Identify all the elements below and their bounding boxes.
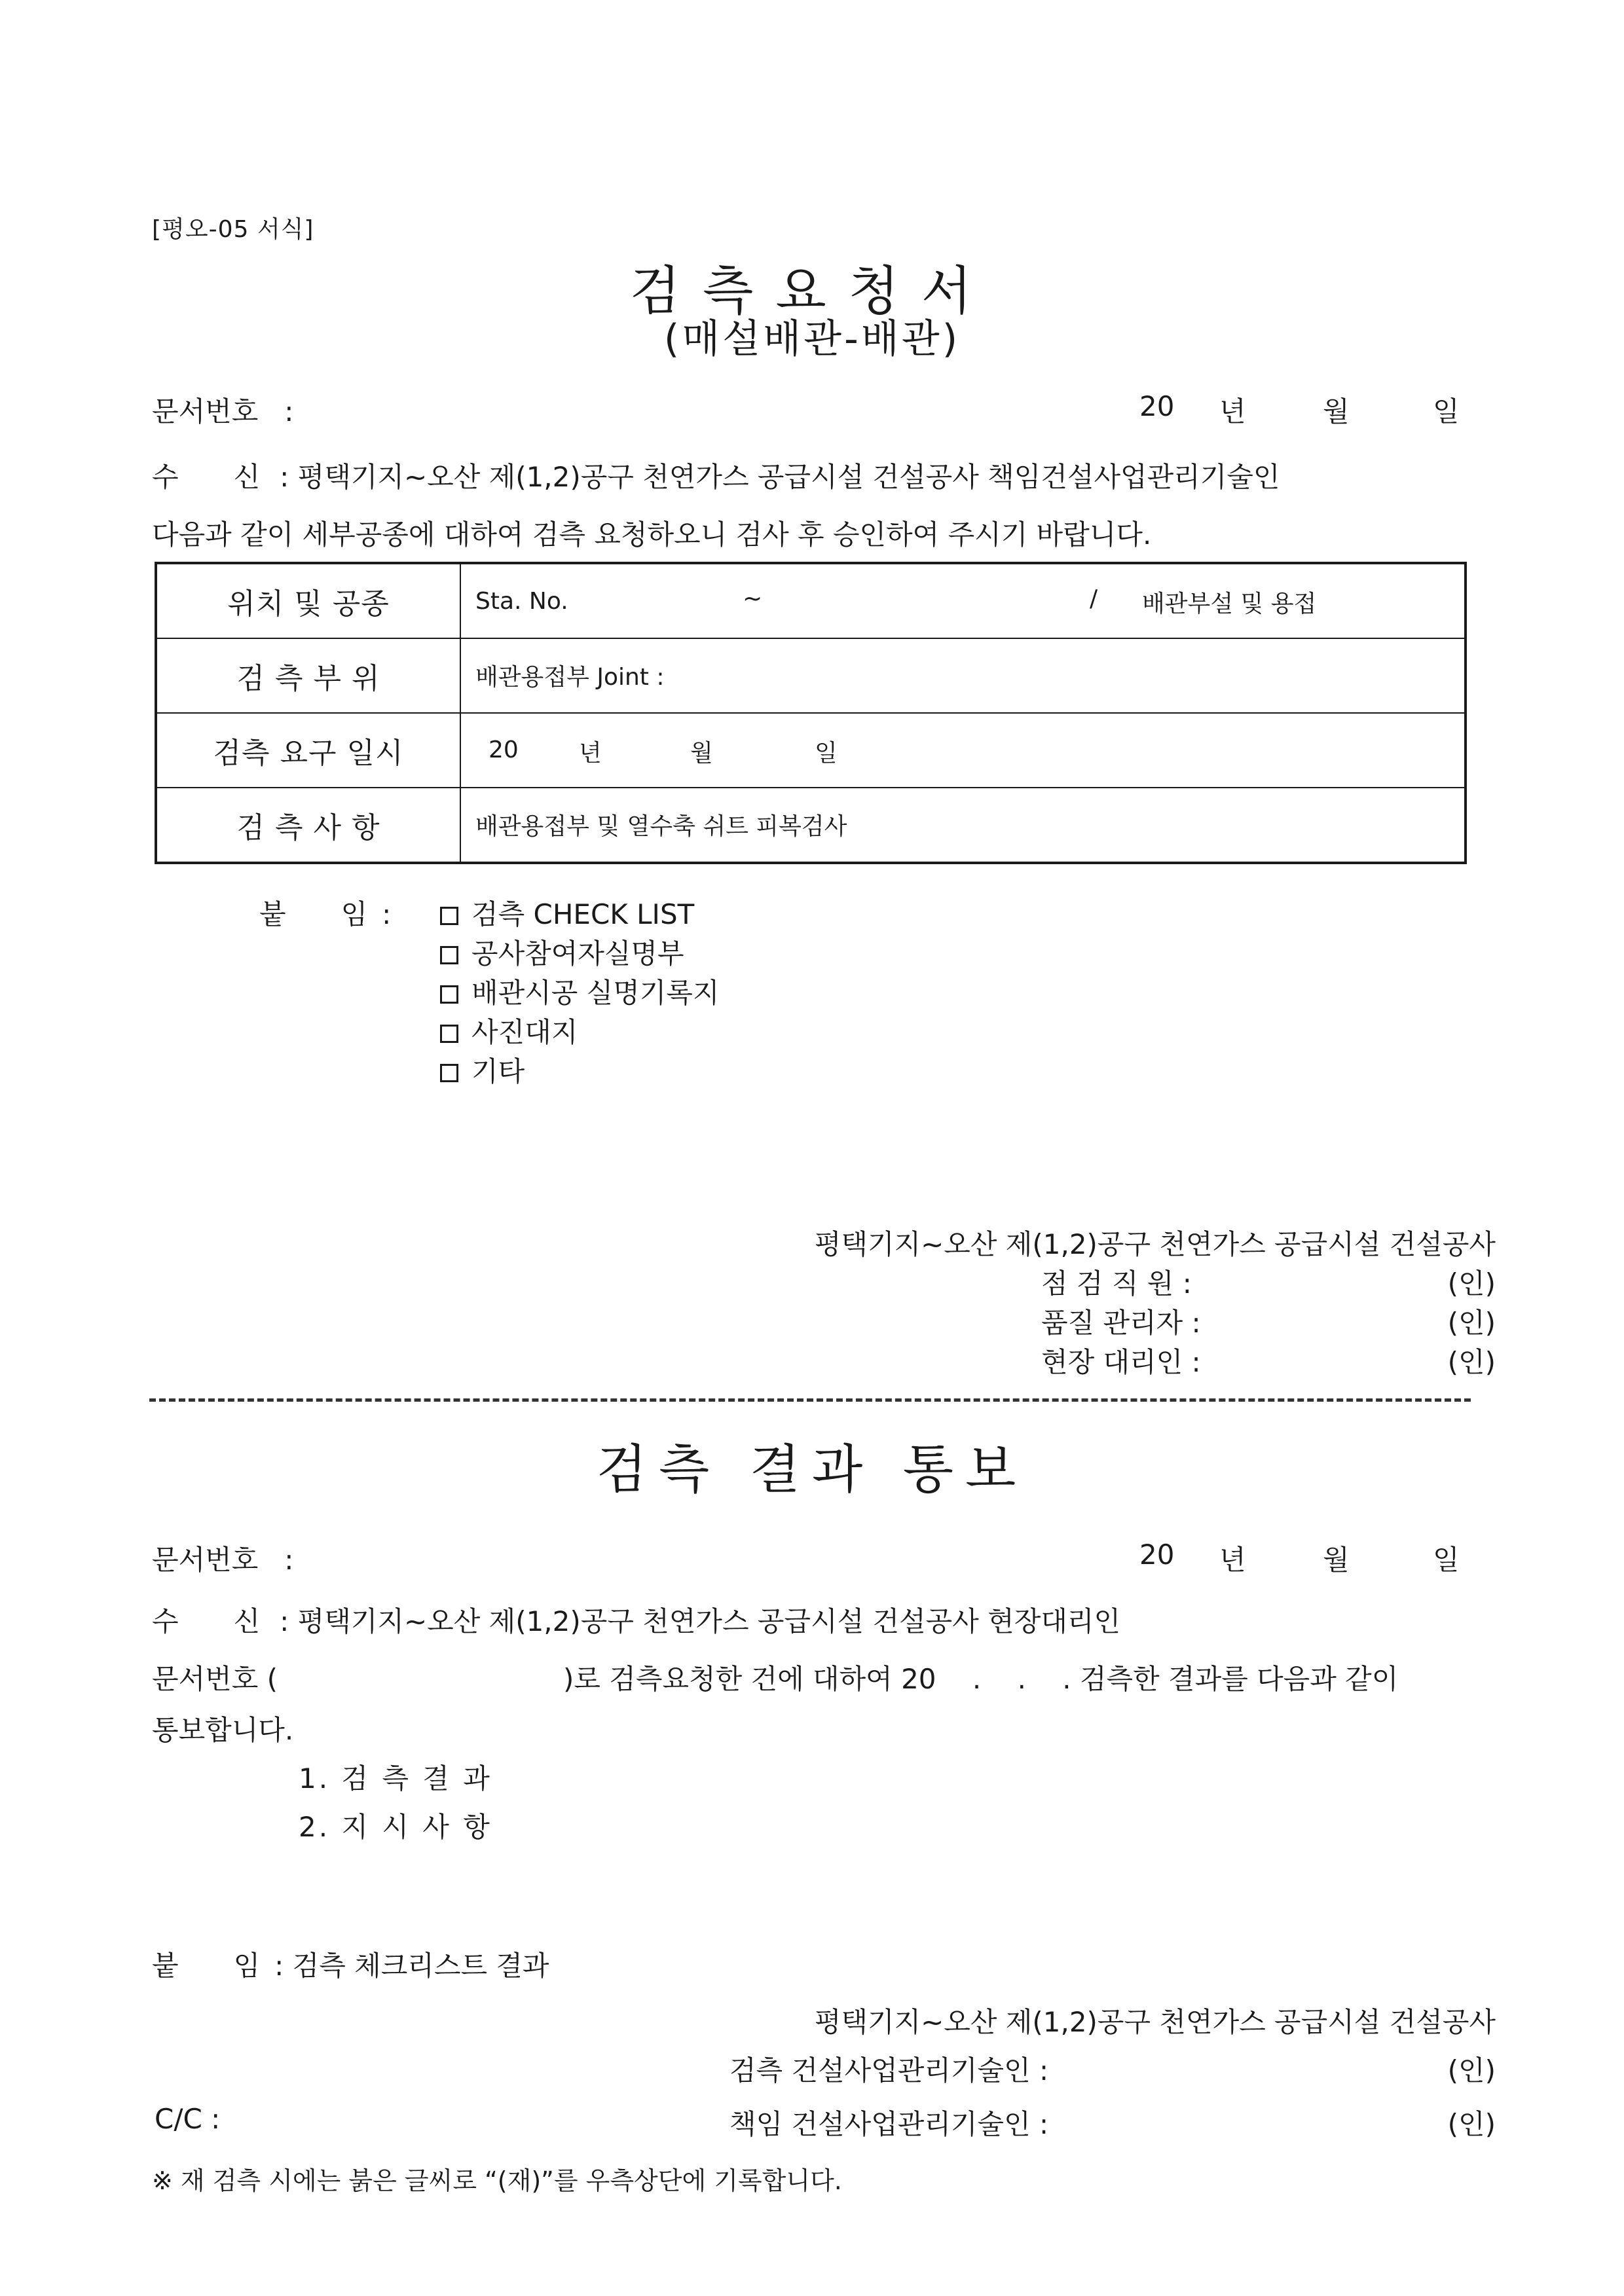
signer-role: 책임 건설사업관리기술인 : xyxy=(729,2108,1049,2140)
checkbox-icon[interactable] xyxy=(440,985,458,1004)
result-item: 1. 검 측 결 과 xyxy=(299,1762,492,1795)
cc-label: C/C : xyxy=(155,2103,221,2135)
table-row xyxy=(156,713,1466,788)
result-attach: 붙 임 : 검측 체크리스트 결과 xyxy=(152,1950,549,1982)
inspection-table xyxy=(155,562,1467,864)
checkbox-icon[interactable] xyxy=(440,1064,458,1082)
seal-mark: (인) xyxy=(1447,1346,1496,1378)
table-row xyxy=(156,788,1466,863)
table-row xyxy=(156,563,1466,638)
signer-role: 점 검 직 원 : xyxy=(1041,1267,1192,1300)
items-value[interactable]: 배관용접부 및 열수축 쉬트 피복검사 xyxy=(460,788,1466,863)
checkbox-icon[interactable] xyxy=(440,1025,458,1043)
request-org: 평택기지~오산 제(1,2)공구 천연가스 공급시설 건설공사 xyxy=(814,1228,1496,1260)
recipient-line: 수 신 : 평택기지~오산 제(1,2)공구 천연가스 공급시설 건설공사 책임건설사업관리기술인 xyxy=(152,461,1280,493)
signer-role: 품질 관리자 : xyxy=(1041,1307,1201,1339)
date-label: 검측 요구 일시 xyxy=(156,713,460,788)
cut-divider xyxy=(149,1398,1471,1402)
attachment-item[interactable]: 검측 CHECK LIST xyxy=(440,893,694,932)
seal-mark: (인) xyxy=(1447,2054,1496,2086)
checkbox-icon[interactable] xyxy=(440,907,458,925)
seal-mark: (인) xyxy=(1447,1267,1496,1300)
items-label: 검 측 사 항 xyxy=(156,788,460,863)
recipient-line: 수 신 : 평택기지~오산 제(1,2)공구 천연가스 공급시설 건설공사 현장대리인 xyxy=(152,1605,1121,1637)
part-value[interactable]: 배관용접부 Joint : xyxy=(460,638,1466,713)
attachment-item[interactable]: 사진대지 xyxy=(440,1011,578,1050)
attachment-item[interactable]: 공사참여자실명부 xyxy=(440,932,684,972)
footnote: ※ 재 검측 시에는 붉은 글씨로 “(재)”를 우측상단에 기록합니다. xyxy=(152,2166,842,2195)
part-label: 검 측 부 위 xyxy=(156,638,460,713)
result-date: 20 년 월 일 xyxy=(1139,1539,1460,1576)
location-value[interactable]: Sta. No. ~ / 배관부설 및 용접 xyxy=(460,563,1466,638)
request-intro: 다음과 같이 세부공종에 대하여 검측 요청하오니 검사 후 승인하여 주시기 바랍니다. xyxy=(152,519,1152,551)
attachment-item[interactable]: 기타 xyxy=(440,1050,525,1089)
seal-mark: (인) xyxy=(1447,2108,1496,2140)
seal-mark: (인) xyxy=(1447,1307,1496,1339)
signer-role: 검측 건설사업관리기술인 : xyxy=(729,2054,1049,2086)
request-title: 검측요청서 xyxy=(629,261,995,321)
doc-number-label: 문서번호 : xyxy=(152,1544,294,1576)
location-label: 위치 및 공종 xyxy=(156,563,460,638)
signer-role: 현장 대리인 : xyxy=(1041,1346,1201,1378)
request-subtitle: (매설배관-배관) xyxy=(663,316,961,362)
result-body-end: )로 검측요청한 건에 대하여 20 . . . 검측한 결과를 다음과 같이 xyxy=(563,1663,1399,1695)
request-date: 20 년 월 일 xyxy=(1139,390,1460,428)
checkbox-icon[interactable] xyxy=(440,946,458,964)
result-body-start: 문서번호 ( xyxy=(152,1663,278,1695)
attachment-item[interactable]: 배관시공 실명기록지 xyxy=(440,972,720,1011)
doc-number-label: 문서번호 : xyxy=(152,395,294,428)
result-org: 평택기지~오산 제(1,2)공구 천연가스 공급시설 건설공사 xyxy=(814,2006,1496,2038)
table-row xyxy=(156,638,1466,713)
result-item: 2. 지 시 사 항 xyxy=(299,1811,492,1843)
result-title: 검측 결과 통보 xyxy=(596,1439,1028,1500)
form-code: [평오-05 서식] xyxy=(152,216,314,243)
date-value[interactable]: 20 년 월 일 xyxy=(460,713,1466,788)
attach-label: 붙 임 : xyxy=(259,898,392,930)
result-body-line2: 통보합니다. xyxy=(152,1714,294,1746)
